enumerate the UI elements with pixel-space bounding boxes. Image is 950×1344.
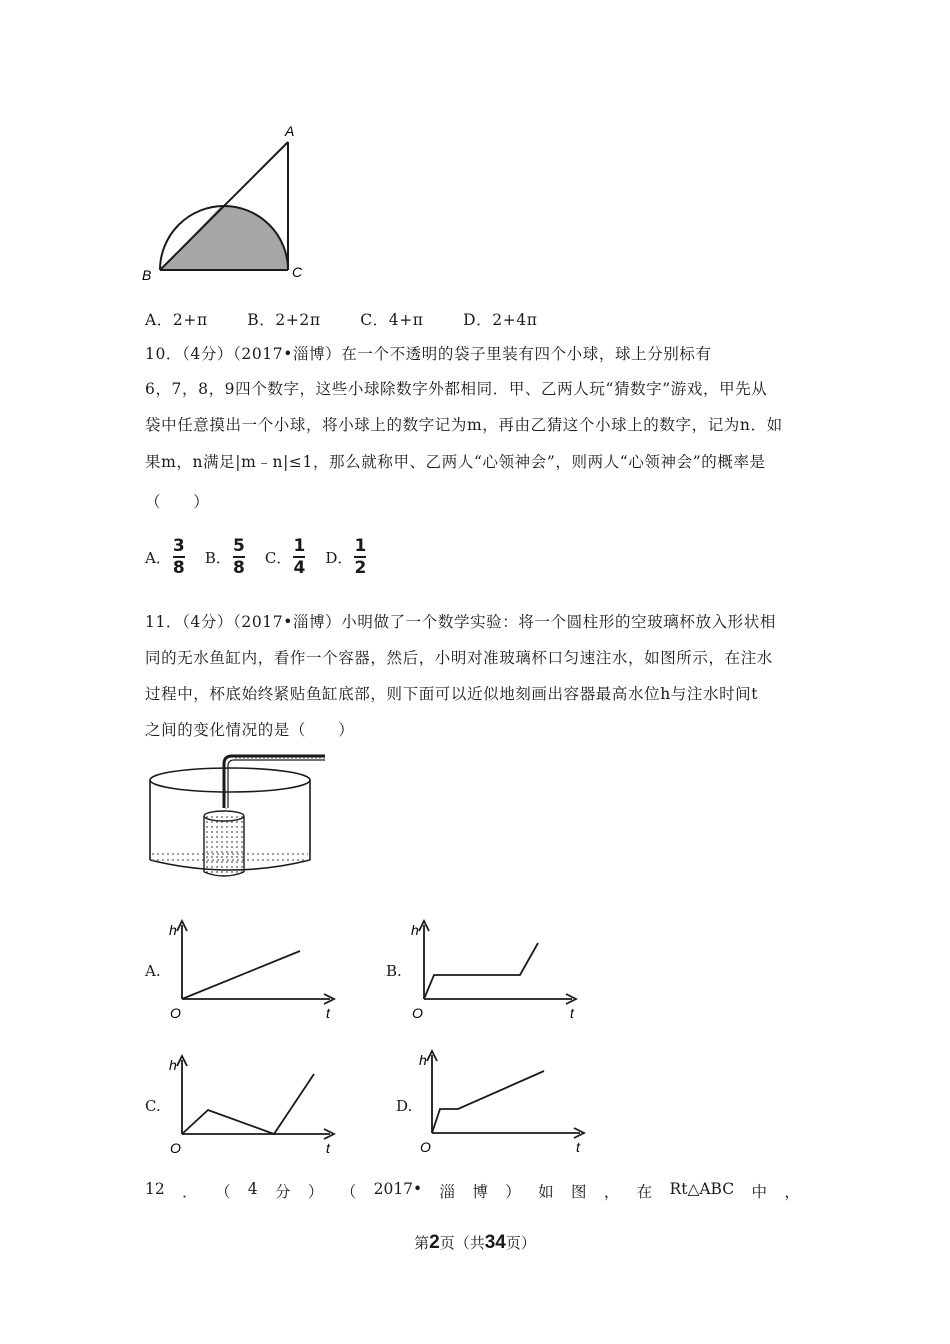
label-a: A	[285, 123, 295, 139]
q10-option-c[interactable]: C． $\frac{1}{4}$	[264, 536, 306, 578]
q10-option-b[interactable]: B． $\frac{5}{8}$	[204, 536, 245, 578]
q10-options	[145, 537, 370, 577]
graph-b	[410, 915, 590, 1025]
q10-line-5: （ ）	[145, 493, 210, 511]
x-axis-label: t	[570, 1005, 574, 1021]
q10-option-a[interactable]: A． $\frac{3}{8}$	[145, 536, 185, 578]
graph-c	[168, 1050, 348, 1160]
fraction: $\frac{3}{8}$	[172, 536, 185, 578]
x-axis-label: t	[326, 1140, 330, 1156]
graph-c-label[interactable]: C.	[145, 1097, 161, 1115]
graph-d-label[interactable]: D.	[396, 1097, 413, 1115]
fish-tank-figure	[140, 750, 340, 885]
triangle-semicircle-figure	[140, 118, 320, 288]
origin-label: O	[420, 1139, 431, 1155]
q10-line-1: 10．（4分）（2017•淄博）在一个不透明的袋子里装有四个小球，球上分别标有	[145, 345, 712, 363]
origin-label: O	[412, 1005, 423, 1021]
graph-d	[418, 1045, 598, 1155]
q9-options	[145, 308, 572, 330]
graph-b-label[interactable]: B.	[386, 962, 402, 980]
label-b: B	[142, 267, 152, 283]
q9-option-b[interactable]: B．2+2π	[247, 311, 321, 329]
page-number: 2	[429, 1232, 440, 1253]
fraction: $\frac{1}{2}$	[354, 536, 367, 578]
q11-line-2: 同的无水鱼缸内，看作一个容器，然后，小明对准玻璃杯口匀速注水，如图所示，在注水	[145, 649, 773, 667]
page-total: 34	[484, 1232, 506, 1253]
q11-line-1: 11．（4分）（2017•淄博）小明做了一个数学实验：将一个圆柱形的空玻璃杯放入形状相	[145, 613, 776, 631]
q11-line-4: 之间的变化情况的是（ ）	[145, 721, 355, 739]
origin-label: O	[170, 1140, 181, 1156]
page-footer: 第2页（共34页）	[414, 1232, 536, 1253]
label-c: C	[292, 264, 303, 280]
graph-a-label[interactable]: A.	[145, 962, 161, 980]
y-axis-label: h	[169, 922, 177, 938]
graph-a	[168, 915, 348, 1025]
q10-line-2: 6，7，8，9四个数字，这些小球除数字外都相同．甲、乙两人玩“猜数字”游戏，甲先从	[145, 380, 768, 398]
x-axis-label: t	[576, 1139, 580, 1155]
y-axis-label: h	[169, 1057, 177, 1073]
q10-line-3: 袋中任意摸出一个小球，将小球上的数字记为m，再由乙猜这个小球上的数字，记为n．如	[145, 416, 783, 434]
y-axis-label: h	[411, 922, 419, 938]
y-axis-label: h	[419, 1052, 427, 1068]
q9-option-a[interactable]: A．2+π	[145, 311, 208, 329]
q9-option-c[interactable]: C．4+π	[360, 311, 424, 329]
q9-option-d[interactable]: D．2+4π	[463, 311, 538, 329]
fraction: $\frac{1}{4}$	[293, 536, 306, 578]
fraction: $\frac{5}{8}$	[232, 536, 245, 578]
q10-option-d[interactable]: D． $\frac{1}{2}$	[325, 536, 367, 578]
q10-line-4: 果m，n满足|m﹣n|≤1，那么就称甲、乙两人“心领神会”，则两人“心领神会”的概率是	[145, 453, 766, 471]
x-axis-label: t	[326, 1005, 330, 1021]
q12-line-1: 12 ． （ 4 分 ） （ 2017• 淄 博 ） 如 图 ， 在 Rt△ABC 中 ，	[145, 1180, 800, 1201]
q11-line-3: 过程中，杯底始终紧贴鱼缸底部，则下面可以近似地刻画出容器最高水位h与注水时间t	[145, 685, 759, 703]
origin-label: O	[170, 1005, 181, 1021]
